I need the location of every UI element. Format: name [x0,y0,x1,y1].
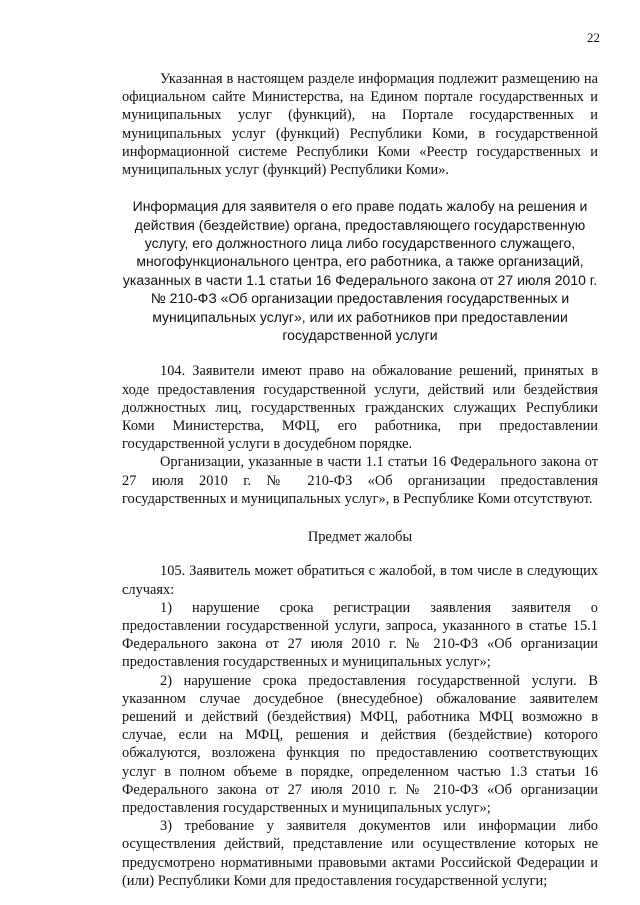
list-item-3: 3) требование у заявителя документов или информации либо осуществления действий, представление или осуществление которых не предусмотрено нормативными правовыми актами Российской Федерации и (или) Республики Коми для предоставления государственной услуги; [122,818,598,889]
paragraph-105: 105. Заявитель может обратиться с жалобой, в том числе в следующих случаях: [122,563,598,598]
page-number: 22 [587,30,600,45]
paragraph-104: 104. Заявители имеют право на обжалование решений, принятых в ходе предоставления государственной услуги, действий или бездействия должностных лиц, государственных гражданских служащих Республики Коми Министерства, МФЦ, его работника, при предоставлении государственной услуги в досудебном порядке. [122,363,598,453]
list-item-1: 1) нарушение срока регистрации заявления заявителя о предоставлении государственной услуги, запроса, указанного в статье 15.1 Федерального закона от 27 июля 2010 г. № 210-ФЗ «Об организации предоставления государственных и муниципальных услуг»; [122,599,598,671]
subject-heading: Предмет жалобы [307,529,413,546]
document-body [122,70,598,890]
list-item-2: 2) нарушение срока предоставления государственной услуги. В указанном случае досудебное (внесудебное) обжалование заявителем решений и действий (бездействия) МФЦ, работника МФЦ возможно в случае, если на МФЦ, решения и действия (бездействие) которого обжалуются, возложена функция по предоставлению соответствующих услуг в полном объеме в порядке, определенном частью 1.3 статьи 16 Федерального закона от 27 июля 2010 г. № 210-ФЗ «Об организации предоставления государственных и муниципальных услуг»; [122,672,598,816]
intro-paragraph: Указанная в настоящем разделе информация подлежит размещению на официальном сайте Министерства, на Едином портале государственных и муниципальных услуг (функций), на Портале государственных и муниципальных услуг (функций) Республики Коми, в государственной информационной системе Республики Коми «Реестр государственных и муниципальных услуг (функций) Республики Коми». [122,71,598,179]
paragraph-104-organizations: Организации, указанные в части 1.1 статьи 16 Федерального закона от 27 июля 2010 г. № 210-ФЗ «Об организации предоставления государственных и муниципальных услуг», в Республике Коми отсутствуют. [122,454,598,507]
section-heading: Информация для заявителя о его праве подать жалобу на решения и действия (бездействие) органа, предоставляющего государственную услугу, его должностного лица либо государственного служащего, многофункционального центра, его работника, а также организаций, указанных в части 1.1 статьи 16 Федерального закона от 27 июля 2010 г. № 210-ФЗ «Об организации предоставления государственных и муниципальных услуг», или их работников при предоставлении государственной услуги [122,198,598,344]
